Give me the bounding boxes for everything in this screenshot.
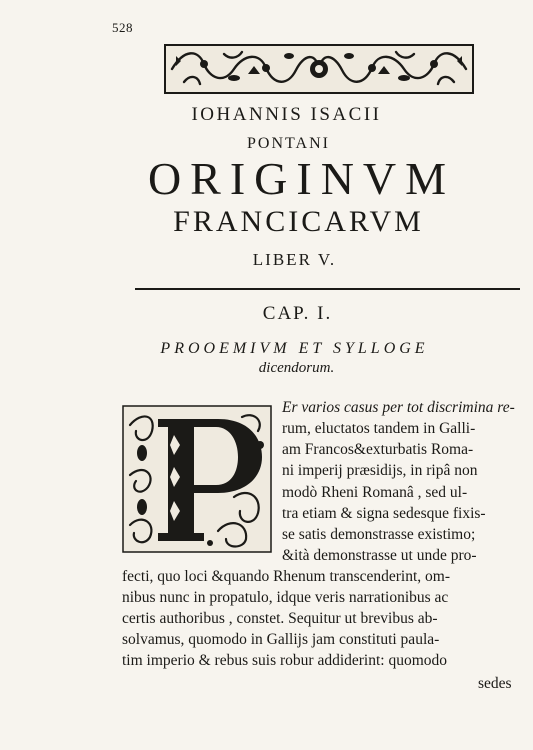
body-line-12: solvamus, quomodo in Gallijs jam constituti paula-	[122, 631, 440, 648]
body-line-13: tim imperio & rebus suis robur addiderint: quomodo	[122, 652, 448, 669]
body-line-5: modò Rheni Romanâ , sed ul-	[282, 484, 468, 501]
book-heading: LIBER V.	[252, 250, 337, 269]
work-title-second-line: FRANCICARVM	[173, 205, 424, 238]
body-line-6: tra etiam & signa sedesque fixis-	[282, 505, 486, 522]
body-line-2: rum, eluctatos tandem in Galli-	[282, 420, 476, 437]
body-line-7: se satis demonstrasse existimo;	[282, 526, 476, 543]
page-number: 528	[112, 20, 133, 35]
author-name-line: IOHANNIS ISACII	[191, 104, 382, 125]
body-line-10: nibus nunc in propatulo, idque veris narrationibus ac	[122, 589, 449, 606]
chapter-subtitle: PROOEMIVM ET SYLLOGE	[160, 340, 429, 357]
chapter-heading: CAP. I.	[262, 303, 333, 324]
body-line-3: am Francos&exturbatis Roma-	[282, 441, 474, 458]
body-line-8: &ità demonstrasse ut unde pro-	[282, 547, 477, 564]
body-line-11: certis authoribus , constet. Sequitur ut brevibus ab-	[122, 610, 438, 627]
chapter-subtitle-continued: dicendorum.	[258, 360, 335, 376]
author-surname-line: PONTANI	[247, 135, 330, 152]
body-line-9: fecti, quo loci &quando Rhenum transcenderint, om-	[122, 568, 450, 585]
body-line-4: ni imperij præsidijs, in ripâ non	[282, 462, 478, 479]
body-line-1: Er varios casus per tot discrimina re-	[282, 399, 515, 416]
decorated-initial-p	[122, 405, 272, 553]
catchword: sedes	[478, 675, 512, 692]
heading-rule	[135, 288, 520, 290]
ornamental-headpiece	[164, 44, 474, 94]
work-title: ORIGINVM	[147, 153, 456, 204]
